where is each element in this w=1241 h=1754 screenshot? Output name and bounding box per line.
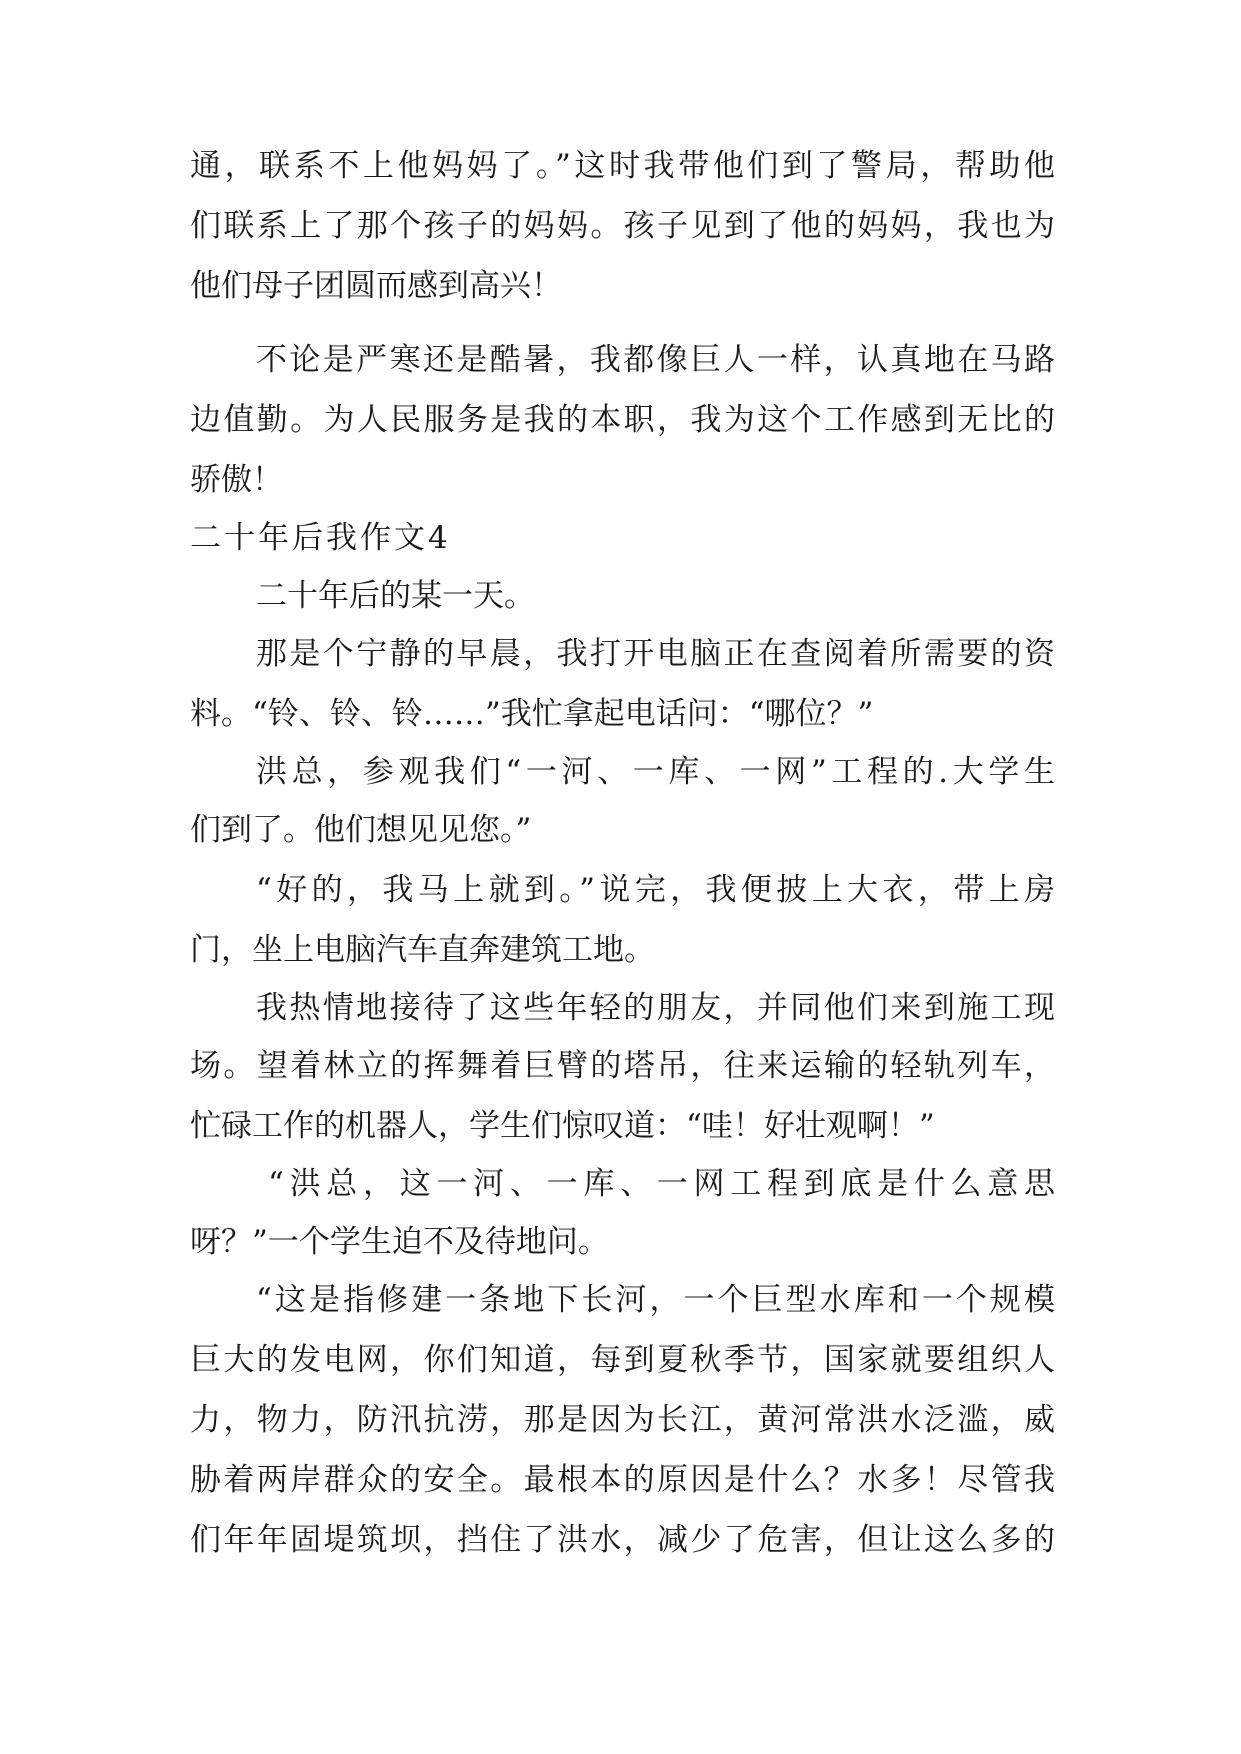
text-line: 他们母子团圆而感到高兴！ <box>190 268 562 304</box>
section-heading: 二十年后我作文4 <box>190 520 451 556</box>
text-line: 呀？”一个学生迫不及待地问。 <box>190 1224 609 1260</box>
text-line: 忙碌工作的机器人，学生们惊叹道：“哇！好壮观啊！” <box>190 1108 935 1144</box>
text-line: 巨大的发电网，你们知道，每到夏秋季节，国家就要组织人 <box>190 1342 1055 1378</box>
paragraph-first-line: 不论是严寒还是酷暑，我都像巨人一样，认真地在马路 <box>256 342 1055 378</box>
paragraph-first-line: “这是指修建一条地下长河，一个巨型水库和一个规模 <box>256 1282 1055 1318</box>
text-line: 通，联系不上他妈妈了。”这时我带他们到了警局，帮助他 <box>190 148 1055 184</box>
paragraph-first-line: “洪总，这一河、一库、一网工程到底是什么意思 <box>268 1166 1055 1202</box>
text-line: 们年年固堤筑坝，挡住了洪水，减少了危害，但让这么多的 <box>190 1522 1055 1558</box>
paragraph-first-line: 洪总，参观我们“一河、一库、一网”工程的.大学生 <box>256 754 1055 790</box>
text-line: 骄傲！ <box>190 462 283 498</box>
text-line: 边值勤。为人民服务是我的本职，我为这个工作感到无比的 <box>190 402 1055 438</box>
paragraph-first-line: “好的，我马上就到。”说完，我便披上大衣，带上房 <box>256 872 1055 908</box>
text-line: 料。“铃、铃、铃……”我忙拿起电话问：“哪位？” <box>190 696 874 732</box>
paragraph-first-line: 我热情地接待了这些年轻的朋友，并同他们来到施工现 <box>256 990 1055 1026</box>
text-line: 胁着两岸群众的安全。最根本的原因是什么？水多！尽管我 <box>190 1462 1055 1498</box>
text-line: 们到了。他们想见见您。” <box>190 812 532 848</box>
text-line: 门，坐上电脑汽车直奔建筑工地。 <box>190 932 655 968</box>
paragraph-first-line: 那是个宁静的早晨，我打开电脑正在查阅着所需要的资 <box>256 636 1055 672</box>
text-line: 们联系上了那个孩子的妈妈。孩子见到了他的妈妈，我也为 <box>190 208 1055 244</box>
text-line: 力，物力，防汛抗涝，那是因为长江，黄河常洪水泛滥，威 <box>190 1402 1055 1438</box>
text-line: 场。望着林立的挥舞着巨臂的塔吊，往来运输的轻轨列车， <box>190 1048 1055 1084</box>
paragraph-first-line: 二十年后的某一天。 <box>256 578 535 614</box>
